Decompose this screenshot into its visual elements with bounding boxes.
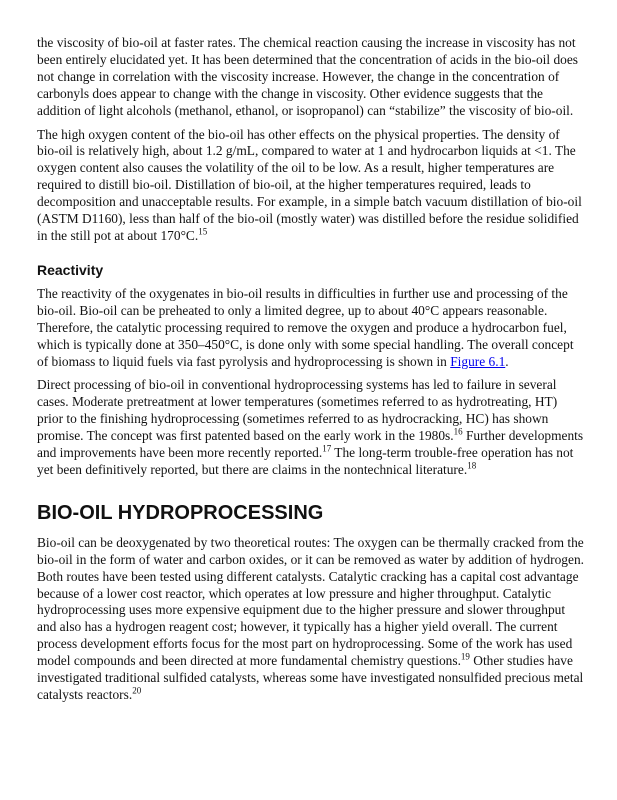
reference-superscript: 20: [132, 685, 142, 696]
paragraph-deoxygenation: [37, 535, 584, 704]
paragraph-text: Direct processing of bio-oil in conventional hydroprocessing systems has led to failure in several cases. Moderate pretreatment at lower temperatures (sometimes referred to as hydrotreating, HT) prior to the finishing hydroprocessing (sometimes referred to as hydrocracking, HC) has shown promise. The concept was first patented based on the early work in the 1980s.: [37, 377, 558, 444]
reference-superscript: 17: [322, 443, 332, 454]
paragraph-text: Bio-oil can be deoxygenated by two theoretical routes: The oxygen can be thermally cracked from the bio-oil in the form of water and carbon oxides, or it can be removed as water by addition of hydrogen. Both routes have been tested using different catalysts. Catalytic cracking has a capital cost advantage because of a lower cost reactor, which operates at low pressure and higher throughput. Catalytic hydroprocessing uses more expensive equipment due to the higher pressure and slower throughput and also has a hydrogen reagent cost; however, it typically has a higher yield overall. The current process development efforts focus for the most part on hydroprocessing. Some of the work has used model compounds and been directed at more fundamental chemistry questions.: [37, 534, 584, 669]
paragraph-text: The long-term trouble-free operation has not yet been definitively reported, but there are claims in the nontechnical literature.: [37, 445, 574, 477]
section-heading-reactivity: Reactivity: [37, 261, 104, 278]
paragraph-text: the viscosity of bio-oil at faster rates. The chemical reaction causing the increase in viscosity has not been entirely elucidated yet. It has been determined that the concentration of acids in the bio-oil does not change in correlation with the viscosity increase. However, the change in the concentration of carbonyls does appear to change with the change in viscosity. Other evidence suggests that the addition of light alcohols (methanol, ethanol, or isopropanol) can “stabilize” the viscosity of bio-oil.: [37, 35, 579, 118]
reference-superscript: 18: [467, 460, 477, 471]
paragraph-text: .: [505, 353, 509, 369]
reference-superscript: 15: [198, 226, 208, 237]
reference-superscript: 19: [460, 651, 470, 662]
document-page: [37, 35, 584, 711]
paragraph-text: Further developments and improvements have been more recently reported.: [37, 428, 584, 461]
figure-link[interactable]: Figure 6.1: [450, 353, 506, 369]
paragraph-oxygen-content: [37, 127, 584, 245]
paragraph-reactivity: [37, 286, 584, 371]
section-heading-hydroprocessing: BIO-OIL HYDROPROCESSING: [37, 501, 324, 524]
reference-superscript: 16: [453, 426, 463, 437]
paragraph-text: The high oxygen content of the bio-oil has other effects on the physical properties. The density of bio-oil is relatively high, about 1.2 g/mL, compared to water at 1 and hydrocarbon liquids at <1. The oxygen content also causes the volatility of the oil to be low. As a result, higher temperatures are required to distill bio-oil. Distillation of bio-oil, at the higher temperatures required, leads to decomposition and unacceptable results. For example, in a simple batch vacuum distillation of bio-oil (ASTM D1160), less than half of the bio-oil (mostly water) was distilled before the residue solidified in the still pot at about 170°C.: [37, 126, 582, 243]
paragraph-direct-processing: [37, 377, 584, 478]
paragraph-viscosity: [37, 35, 584, 120]
paragraph-text: The reactivity of the oxygenates in bio-oil results in difficulties in further use and processing of the bio-oil. Bio-oil can be preheated to only a limited degree, up to about 40°C appears reasonable. Therefore, the catalytic processing required to remove the oxygen and produce a hydrocarbon fuel, which is typically done at 350–450°C, is done only with some special handling. The overall concept of biomass to liquid fuels via fast pyrolysis and hydroprocessing is shown in: [37, 285, 574, 369]
paragraph-text: Other studies have investigated traditional sulfided catalysts, whereas some have investigated nonsulfided precious metal catalysts reactors.: [37, 653, 584, 702]
